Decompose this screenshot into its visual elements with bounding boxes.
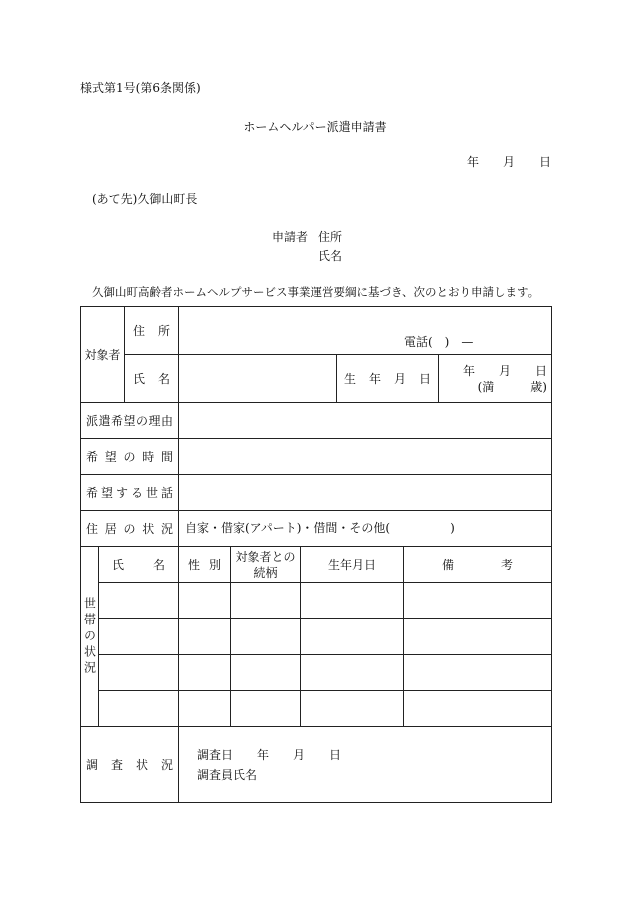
household-row-3-name [98,654,179,691]
household-row-1-birth [300,582,404,619]
subject-name-label-cell [124,354,179,403]
household-header-name-text: 氏名 [112,557,165,572]
application-statement: 久御山町高齢者ホームヘルプサービス事業運営要綱に基づき、次のとおり申請します。 [92,285,540,299]
household-row-4-relation [230,690,301,727]
subject-birth-date: 年 月 日 [462,364,547,378]
household-row-3-relation [230,654,301,691]
housing-options: 自家・借家(アパート)・借間・その他( ) [185,521,455,535]
household-row-2-birth [300,618,404,655]
care-label-cell [80,474,179,511]
subject-name-field [178,354,337,403]
household-row-2-name [98,618,179,655]
household-row-3-notes [403,654,552,691]
household-header-sex-text: 性別 [188,557,221,572]
time-field [178,438,552,475]
applicant-label: 申請者 [272,230,309,244]
housing-field [178,510,552,547]
form-title: ホームヘルパー派遣申請書 [243,120,387,134]
subject-address-label-cell [124,306,179,355]
household-label: 世帯の状況 [82,596,97,677]
reason-field [178,402,552,439]
household-row-1-sex [178,582,231,619]
time-label: 希望の時間 [86,449,173,464]
time-label-cell [80,438,179,475]
household-header-relation-line2: 続柄 [253,565,278,580]
household-row-4-notes [403,690,552,727]
subject-address-field [178,306,552,355]
subject-birth-label-cell [336,354,439,403]
household-row-2-notes [403,618,552,655]
household-header-relation-text [235,549,295,581]
subject-name-label: 氏名 [133,371,170,386]
subject-label: 対象者 [84,347,121,362]
household-header-birth-text: 生年月日 [327,557,376,572]
reason-label: 派遣希望の理由 [86,413,173,428]
household-row-1-notes [403,582,552,619]
household-header-birth [300,546,404,583]
household-header-relation [230,546,301,583]
household-row-4-name [98,690,179,727]
household-header-relation-line1: 対象者との [235,549,296,564]
household-row-4-sex [178,690,231,727]
housing-label-cell [80,510,179,547]
household-row-3-sex [178,654,231,691]
household-label-cell [80,546,99,727]
household-header-sex [178,546,231,583]
survey-label: 調査状況 [86,757,173,772]
survey-investigator: 調査員氏名 [197,768,258,782]
household-row-2-relation [230,618,301,655]
care-label: 希望する世話 [86,485,173,500]
survey-date: 調査日 年 月 日 [197,748,342,762]
household-header-notes [403,546,552,583]
subject-label-cell [80,306,125,403]
household-row-1-name [98,582,179,619]
housing-label: 住居の状況 [86,521,173,536]
household-header-name [98,546,179,583]
subject-birth-field [438,354,552,403]
subject-birth-label: 生年月日 [344,371,431,386]
household-header-notes-text: 備考 [442,557,513,572]
application-date: 年 月 日 [466,155,551,169]
household-row-1-relation [230,582,301,619]
form-number: 様式第1号(第6条関係) [80,81,201,95]
household-row-2-sex [178,618,231,655]
reason-label-cell [80,402,179,439]
subject-address-label: 住所 [133,323,170,338]
survey-field [178,726,552,803]
subject-age: (満 歳) [477,380,547,394]
survey-label-cell [80,726,179,803]
household-row-3-birth [300,654,404,691]
applicant-address-label: 住所 [318,230,343,244]
applicant-name-label: 氏名 [318,249,343,263]
care-field [178,474,552,511]
addressee: (あて先)久御山町長 [92,192,198,206]
subject-phone: 電話( ) — [404,335,474,349]
household-row-4-birth [300,690,404,727]
